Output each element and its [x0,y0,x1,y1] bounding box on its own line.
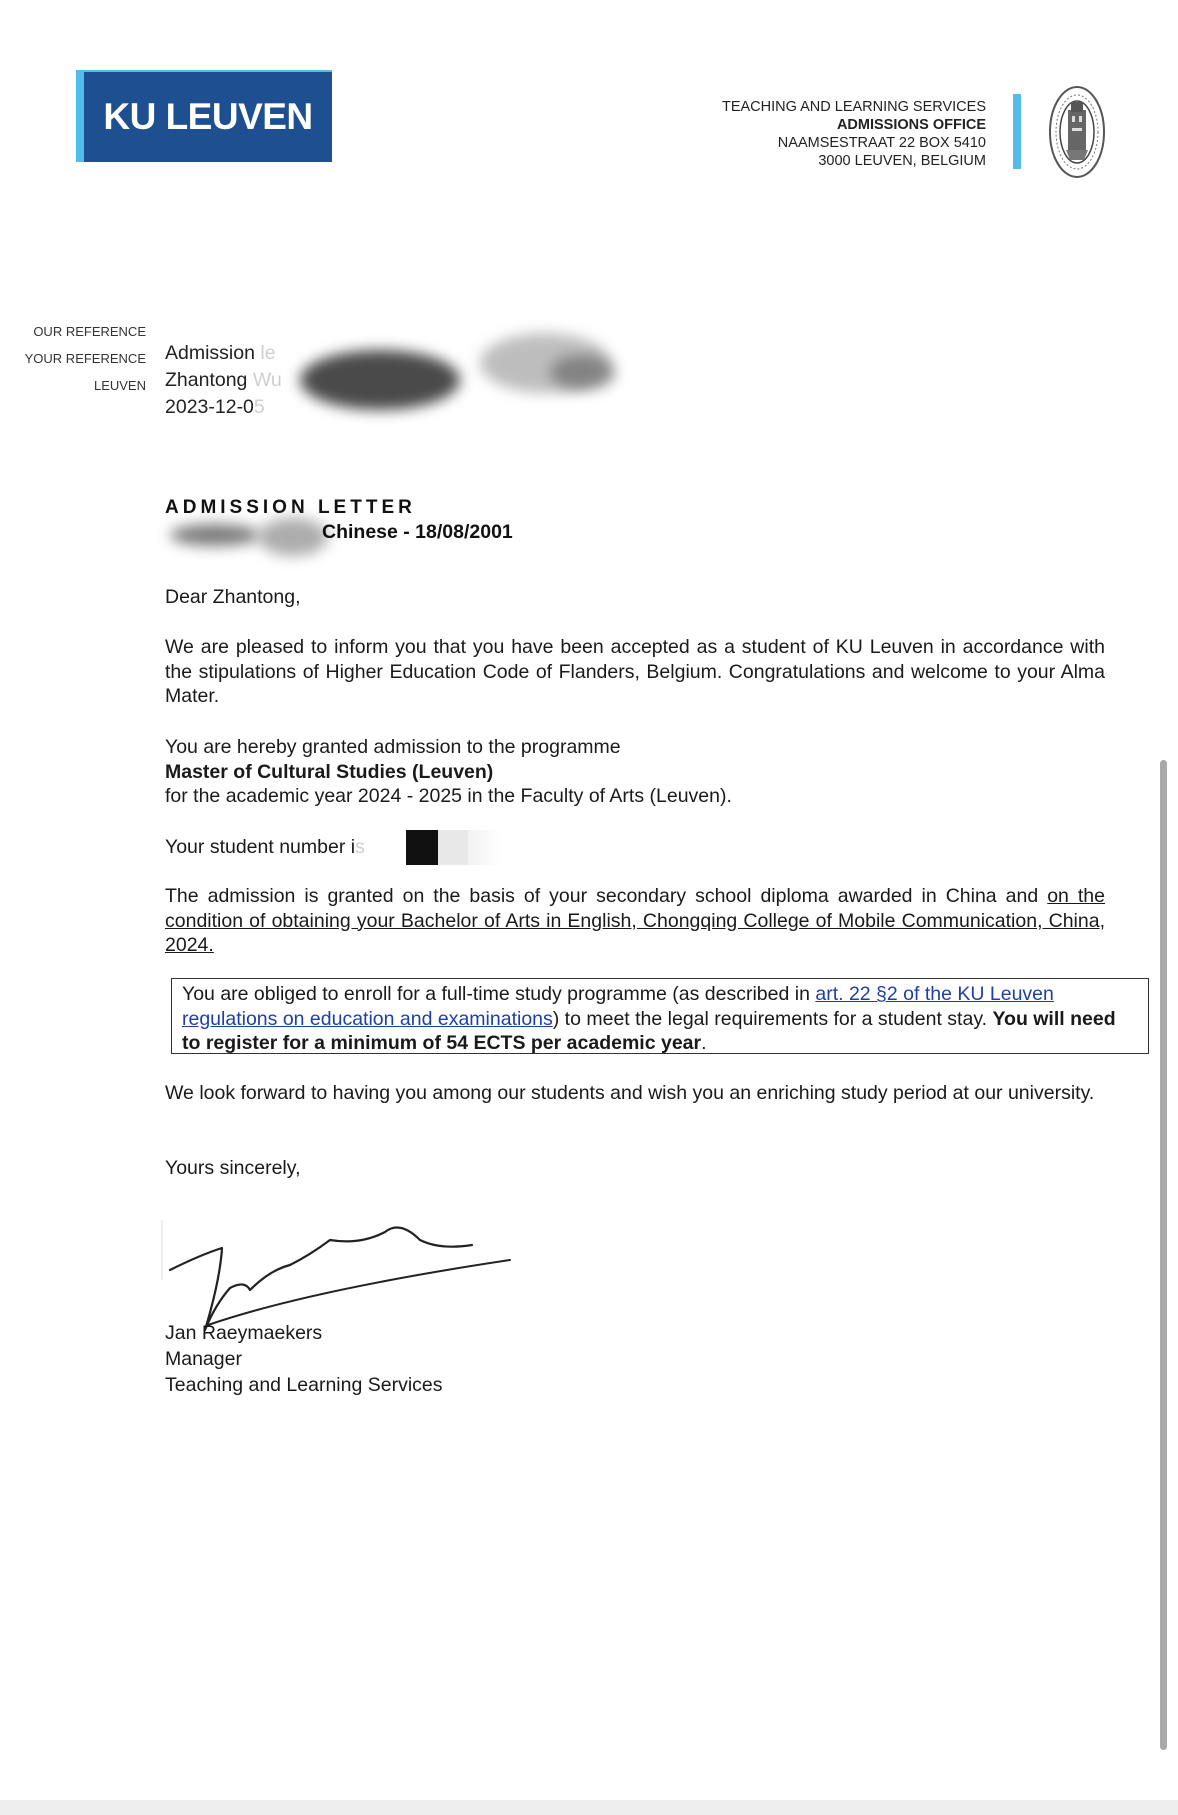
enrollment-notice-box: You are obliged to enroll for a full-time study programme (as described in art. 22 §2 of the KU Leuven regulations on education and examinations) to meet the legal requirements for a student stay. You will need to register for a minimum of 54 ECTS per academic year. [171,978,1149,1054]
programme-intro: You are hereby granted admission to the programme [165,736,621,758]
signatory-department: Teaching and Learning Services [165,1374,443,1396]
programme-year: for the academic year 2024 - 2025 in the Faculty of Arts (Leuven). [165,785,732,807]
university-seal-icon [1048,84,1106,180]
redaction-blur [550,355,615,390]
signatory-role: Manager [165,1348,242,1370]
programme-name: Master of Cultural Studies (Leuven) [165,760,494,783]
redaction-blur [258,518,328,556]
student-number-redaction [406,830,438,865]
ects-requirement: You will need to register for a minimum of 54 ECTS per academic year [182,1007,1116,1054]
regulations-link[interactable]: art. 22 §2 of the KU Leuven regulations on education and examinations [182,983,1054,1030]
address-line-2: ADMISSIONS OFFICE [836,117,986,133]
letter-subtitle: Chinese - 18/08/2001 [322,521,513,543]
redaction-blur [300,350,460,410]
bottom-strip [0,1800,1178,1815]
salutation: Dear Zhantong, [165,586,301,608]
paragraph-condition: The admission is granted on the basis of your secondary school diploma awarded in China and on the condition of obtaining your Bachelor of Arts in English, Chongqing College of Mobile Communication, China, 2024. [165,885,1105,956]
your-reference-label: YOUR REFERENCE [24,351,146,366]
letter-title: ADMISSION LETTER [165,497,416,518]
office-address [722,98,986,170]
address-line-4: 3000 LEUVEN, BELGIUM [818,153,986,169]
condition-underlined: on the condition of obtaining your Bachelor of Arts in English, Chongqing College of Mobile Communication, China, 2024. [165,885,1105,956]
address-line-1: TEACHING AND LEARNING SERVICES [721,99,986,115]
logo-text: KU LEUVEN [103,96,313,137]
paragraph-closing-wish: We look forward to having you among our students and wish you an enriching study period at our university. [165,1082,1095,1104]
paragraph-programme [165,735,1105,809]
address-line-3: NAAMSESTRAAT 22 BOX 5410 [777,135,986,151]
scrollbar-thumb[interactable] [1160,760,1167,1750]
place-label: LEUVEN [93,378,146,393]
reference-value: Admission le [165,342,276,364]
closing: Yours sincerely, [165,1157,301,1179]
reference-labels [25,318,146,399]
ku-leuven-logo [76,70,332,162]
our-reference-label: OUR REFERENCE [33,324,146,339]
paragraph-acceptance: We are pleased to inform you that you have been accepted as a student of KU Leuven in accordance with the stipulations of Higher Education Code of Flanders, Belgium. Congratulations and welcome to your Alma Mater. [165,636,1105,707]
reference-values [165,340,282,421]
signatory-name: Jan Raeymaekers [165,1322,323,1344]
header-accent-bar [1013,94,1021,169]
student-number-redaction [468,830,502,865]
date-value: 2023-12-05 [165,396,265,418]
student-number-redaction [438,830,468,865]
name-value: Zhantong Wu [165,369,282,391]
student-number-line: Your student number is [165,836,365,858]
signatory [165,1320,1105,1398]
redaction-blur [170,524,260,546]
